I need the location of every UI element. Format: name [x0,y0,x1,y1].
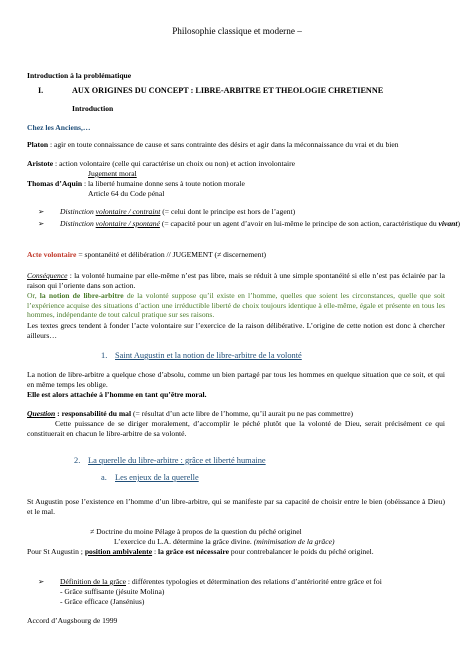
heading-1: 1. Saint Augustin et la notion de libre-arbitre de la volonté [101,351,302,360]
arrow-icon: ➢ [38,207,45,216]
acte-label: Acte volontaire [27,250,77,259]
aristote-name: Aristote [27,159,54,168]
thomas-text: : la liberté humaine donne sens à toute notion morale [82,179,245,188]
or-paragraph: Or, la notion de libre-arbitre de la volonté suppose qu’il existe en l’homme, quelles que soient les circonstances, quelle que soit l’expérience acquise des situations d’action une irréductible liberté de choix toujours identique à elle-même, égale et présente en tous les hommes, indépendante de tout calcul pratique sur ses raisons. [27,291,445,320]
platon-name: Platon [27,140,49,149]
question-paragraph: Question : responsabilité du mal (= résultat d’un acte libre de l’homme, qu’il aurait pu ne pas commettre) [27,409,353,418]
accord-line: Accord d’Augsbourg de 1999 [27,616,118,625]
section-heading: Introduction à la problématique [27,71,132,80]
st-augustin-paragraph: St Augustin pose l’existence en l’homme d’un libre-arbitre, qui se manifeste par sa capacité de choisir entre le bien (obéissance à Dieu) et le mal. [27,497,445,516]
question-label: Question [27,409,56,418]
exercice-line: L’exercice du L.A. détermine la grâce divine. (minimisation de la grâce) [114,537,335,546]
arrow-icon: ➢ [38,577,45,586]
elle-paragraph: Elle est alors attachée à l’homme en tant qu’être moral. [27,390,207,399]
thomas-name: Thomas d’Aquin [27,179,83,188]
anciens-heading: Chez les Anciens,… [27,123,91,132]
libre-arbitre-paragraph: La notion de libre-arbitre a quelque chose d’absolu, comme un bien partagé par tous les hommes en quelque situation que ce soit, et qui en même temps les oblige. [27,370,445,389]
pour-line: Pour St Augustin ; position ambivalente : la grâce est nécessaire pour contrebalancer le poids du péché originel. [27,547,374,556]
aristote-text: : action volontaire (celle qui caractérise un choix ou non) et action involontaire [53,159,296,168]
grace-item-1: - Grâce suffisante (jésuite Molina) [60,587,165,596]
heading-2: 2. La querelle du libre-arbitre : grâce et liberté humaine [74,456,266,465]
distinction-2-term: volontaire / spontané [95,219,160,228]
cette-paragraph: Cette puissance de se diriger moralement, d’accomplir le péché plutôt que la volonté de Dieu, serait précisément ce qui constituerait en chacun le libre-arbitre de sa volonté. [27,419,445,438]
code-penal: Article 64 du Code pénal [88,189,165,198]
doctrine-line: ≠ Doctrine du moine Pélage à propos de la question du péché originel [90,527,302,536]
part-heading [38,86,383,96]
part-number: I. [38,86,44,95]
platon-paragraph [27,140,445,150]
heading-2a: a. Les enjeux de la querelle [101,473,199,482]
definition-grace: ➢ Définition de la grâce : différentes typologies et détermination des relations d’antériorité entre grâce et foi [38,577,382,586]
distinction-1: ➢ Distinction volontaire / contraint (= celui dont le principe est hors de l’agent) [38,207,296,216]
aristote-paragraph [27,159,445,169]
grecs-paragraph: Les textes grecs tendent à fonder l’acte volontaire sur l’exercice de la raison délibérative. L’origine de cette notion est donc à chercher ailleurs… [27,321,445,340]
distinction-1-term: volontaire / contraint [95,207,161,216]
page-title: Philosophie classique et moderne – [172,26,302,36]
definition-label: Définition de la grâce [60,577,126,586]
grace-item-2: - Grâce efficace (Jansénius) [60,597,145,606]
intro-heading: Introduction [72,104,114,113]
jugement-moral: Jugement moral [88,169,137,178]
platon-text: : agir en toute connaissance de cause et sans contrainte des désirs et agir dans la méconnaissance du vrai et du bien [48,140,399,149]
thomas-paragraph [27,179,445,189]
distinction-2: ➢ Distinction volontaire / spontané (= capacité pour un agent d’avoir en lui-même le principe de son action, caractéristique du vivant) [38,219,461,228]
acte-volontaire: Acte volontaire = spontanéité et délibération // JUGEMENT (≠ discernement) [27,250,267,259]
part-title: AUX ORIGINES DU CONCEPT : LIBRE-ARBITRE ET THEOLOGIE CHRETIENNE [72,86,384,95]
consequence-label: Conséquence [27,271,68,280]
consequence-paragraph: Conséquence : la volonté humaine par elle-même n’est pas libre, mais se réduit à une simple spontanéité si elle n’est pas éclairée par la raison qui l’oriente dans son action. [27,271,445,290]
arrow-icon: ➢ [38,219,45,228]
